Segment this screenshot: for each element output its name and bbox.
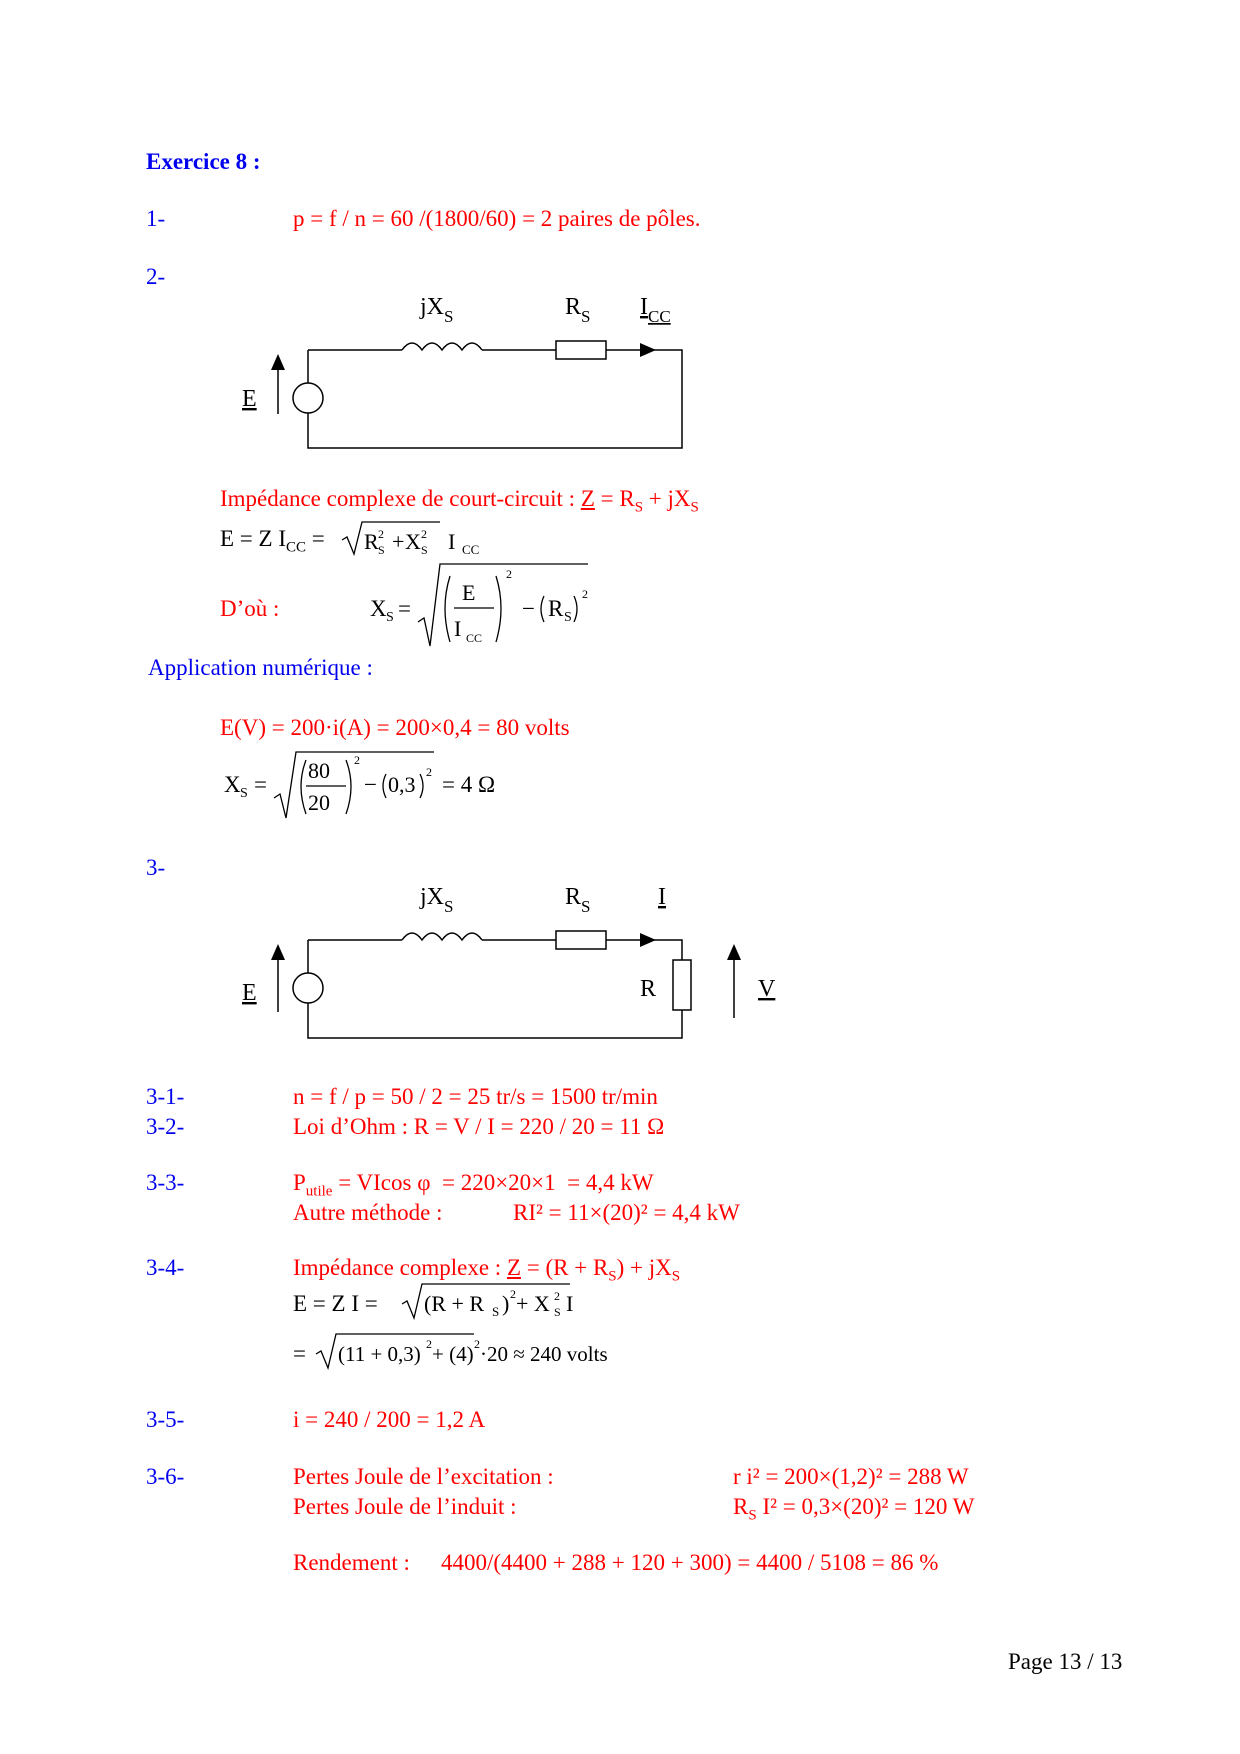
svg-text:·20 ≈ 240 volts: ·20 ≈ 240 volts — [480, 1342, 608, 1366]
svg-text:2: 2 — [426, 765, 432, 779]
e-load-equation-sqrt — [400, 1280, 620, 1320]
efficiency-value: 4400/(4400 + 288 + 120 + 300) = 4400 / 5108 = 86 % — [441, 1550, 939, 1575]
question-3-6-number: 3-6- — [146, 1464, 185, 1489]
svg-text:I: I — [448, 529, 456, 554]
svg-text:X: X — [370, 596, 387, 621]
question-3-1-number: 3-1- — [146, 1084, 185, 1109]
svg-text:2: 2 — [426, 1337, 432, 1351]
question-2-number: 2- — [146, 264, 166, 289]
svg-text:): ) — [502, 1291, 510, 1316]
e-value-line: E(V) = 200·i(A) = 200×0,4 = 80 volts — [220, 715, 570, 740]
resistor-r-symbol — [673, 960, 691, 1010]
svg-text:2: 2 — [354, 753, 360, 767]
svg-text:R: R — [548, 596, 564, 621]
svg-text:2: 2 — [582, 587, 588, 601]
label-jxs: $jX_S$ — [420, 294, 454, 326]
label-jxs: $jX_S$ — [420, 884, 454, 916]
svg-text:+ (4): + (4) — [432, 1342, 474, 1366]
sqrt-rs-xs — [340, 518, 500, 558]
armature-losses-value: $R_S$ I² = 0,3×(20)² = 120 W — [733, 1494, 975, 1524]
e-equation: E = Z $I_{CC}$ = — [220, 526, 325, 556]
load-circuit-diagram — [230, 880, 790, 1050]
svg-text:2: 2 — [421, 527, 427, 541]
e-load-equation-lhs: E = Z I = — [293, 1291, 378, 1316]
svg-text:2: 2 — [554, 1289, 560, 1303]
calc-sqrt — [314, 1330, 674, 1370]
label-v: V — [758, 976, 776, 1002]
svg-text:X: X — [405, 529, 421, 554]
svg-text:2: 2 — [474, 1337, 480, 1351]
svg-text:R: R — [364, 529, 379, 554]
question-3-number: 3- — [146, 855, 166, 880]
page-number: Page 13 / 13 — [1008, 1649, 1123, 1674]
question-3-1-answer: n = f / p = 50 / 2 = 25 tr/s = 1500 tr/min — [293, 1084, 658, 1109]
question-3-3-answer: $P_{utile} = VIcos$ φ = 220×20×1 = 4,4 kW — [293, 1170, 654, 1200]
svg-text:(R + R: (R + R — [424, 1291, 485, 1316]
svg-text:80: 80 — [308, 758, 330, 783]
svg-text:+: + — [392, 529, 405, 554]
svg-text:=: = — [254, 772, 267, 797]
label-rs: $R_S$ — [565, 294, 591, 326]
svg-text:2: 2 — [378, 527, 384, 541]
svg-text:I: I — [454, 616, 462, 641]
svg-text:(11 + 0,3): (11 + 0,3) — [338, 1342, 421, 1366]
question-3-2-answer: Loi d’Ohm : R = V / I = 220 / 20 = 11 Ω — [293, 1114, 665, 1139]
excitation-losses-label: Pertes Joule de l’excitation : — [293, 1464, 554, 1489]
autre-methode-label: Autre méthode : — [293, 1200, 443, 1225]
svg-text:S: S — [421, 543, 428, 557]
svg-text:I: I — [566, 1291, 574, 1316]
svg-text:20: 20 — [308, 790, 330, 815]
exercise-title: Exercice 8 : — [146, 149, 261, 174]
impedance-load-text: Impédance complexe : $Z = (R + R_S) + jX_S$ — [293, 1255, 681, 1285]
question-3-5-number: 3-5- — [146, 1407, 185, 1432]
voltage-source-symbol — [293, 383, 323, 413]
armature-losses-label: Pertes Joule de l’induit : — [293, 1494, 517, 1519]
calc-equals: = — [293, 1341, 306, 1366]
svg-text:S: S — [554, 1305, 561, 1319]
label-i: I — [658, 884, 666, 910]
svg-text:2: 2 — [510, 1287, 516, 1301]
voltage-arrow-icon — [271, 354, 285, 370]
inductor-symbol — [402, 933, 482, 940]
inductor-symbol — [402, 343, 482, 350]
impedance-short-circuit-text: Impédance complexe de court-circuit : $Z = R_S + jX_S$ — [220, 486, 699, 516]
xs-formula — [368, 560, 598, 650]
svg-text:S: S — [378, 543, 385, 557]
voltage-v-arrow-icon — [727, 944, 741, 960]
svg-text:E: E — [462, 580, 476, 605]
svg-text:=: = — [398, 596, 411, 621]
label-e: E — [242, 980, 257, 1006]
label-rs: $R_S$ — [565, 884, 591, 916]
excitation-losses-value: r i² = 200×(1,2)² = 288 W — [733, 1464, 969, 1489]
question-1-number: 1- — [146, 206, 166, 231]
voltage-e-arrow-icon — [271, 944, 285, 960]
label-icc: $I_{CC}$ — [640, 294, 671, 326]
voltage-source-symbol — [293, 973, 323, 1003]
svg-text:−: − — [364, 772, 377, 797]
resistor-rs-symbol — [556, 931, 606, 949]
question-1-answer: p = f / n = 60 /(1800/60) = 2 paires de pôles. — [293, 206, 701, 231]
svg-text:S: S — [240, 786, 248, 801]
svg-text:S: S — [564, 610, 572, 625]
svg-text:= 4 Ω: = 4 Ω — [442, 772, 496, 797]
svg-text:S: S — [492, 1304, 500, 1319]
application-heading: Application numérique : — [148, 655, 373, 680]
autre-methode-value: RI² = 11×(20)² = 4,4 kW — [513, 1200, 740, 1225]
svg-text:0,3: 0,3 — [388, 772, 416, 797]
resistor-rs-symbol — [556, 341, 606, 359]
question-3-2-number: 3-2- — [146, 1114, 185, 1139]
svg-text:2: 2 — [506, 567, 512, 581]
question-3-3-number: 3-3- — [146, 1170, 185, 1195]
current-arrow-icon — [640, 933, 656, 947]
label-r: R — [640, 976, 657, 1002]
dou-label: D’où : — [220, 596, 280, 621]
question-3-4-number: 3-4- — [146, 1255, 185, 1280]
svg-text:CC: CC — [462, 542, 480, 557]
label-e: E — [242, 386, 257, 412]
question-3-5-answer: i = 240 / 200 = 1,2 A — [293, 1407, 486, 1432]
svg-text:−: − — [522, 596, 535, 621]
short-circuit-diagram — [230, 290, 710, 460]
svg-text:+ X: + X — [516, 1291, 550, 1316]
current-arrow-icon — [640, 343, 656, 357]
svg-text:X: X — [224, 772, 241, 797]
svg-text:S: S — [386, 610, 394, 625]
xs-numeric-formula — [222, 750, 522, 820]
svg-text:CC: CC — [466, 631, 483, 645]
efficiency-label: Rendement : — [293, 1550, 410, 1575]
